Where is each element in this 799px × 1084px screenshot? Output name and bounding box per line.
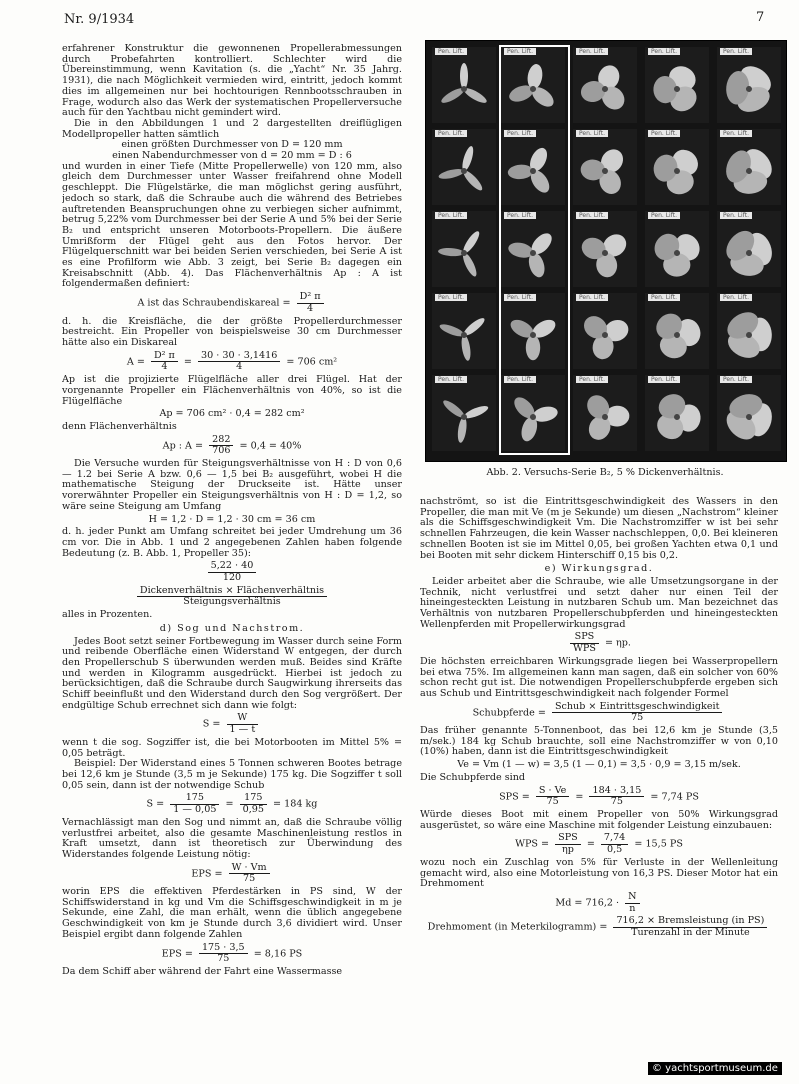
propeller-icon bbox=[645, 47, 709, 123]
propeller-icon bbox=[573, 375, 637, 451]
photo-label: Pen. Lift. bbox=[504, 294, 536, 301]
paragraph: Die in den Abbildungen 1 und 2 dargestellten dreiflügligen Modellpropeller hatten sämtlich bbox=[62, 117, 402, 140]
photo-label: Pen. Lift. bbox=[720, 212, 752, 219]
propeller-photo bbox=[573, 375, 637, 451]
formula-eps-example: EPS = $\frac{175 \cdot 3,5}{75}$ = 8,16 PS bbox=[161, 941, 303, 965]
propeller-blade bbox=[456, 416, 468, 443]
photo-label: Pen. Lift. bbox=[576, 130, 608, 137]
formula-blade-area: Ap = 706 cm² · 0,4 = 282 cm² bbox=[159, 408, 305, 420]
photo-label: Pen. Lift. bbox=[720, 376, 752, 383]
propeller-blade bbox=[460, 145, 475, 172]
propeller-photo bbox=[573, 129, 637, 205]
propeller-photo bbox=[717, 47, 781, 123]
photo-label: Pen. Lift. bbox=[576, 212, 608, 219]
propeller-icon bbox=[432, 293, 496, 369]
paragraph: Die Schubpferde sind bbox=[420, 771, 526, 783]
propeller-photo-grid bbox=[425, 40, 787, 462]
propeller-photo bbox=[573, 47, 637, 123]
paragraph: wozu noch ein Zuschlag von 5% für Verluste in der Wellenleitung gemacht wird, also eine Motorleistung von 16,3 PS. Dieser Motor hat ein Drehmoment bbox=[420, 856, 778, 890]
propeller-icon bbox=[717, 129, 781, 205]
propeller-icon bbox=[501, 129, 565, 205]
photo-label: Pen. Lift. bbox=[576, 294, 608, 301]
paragraph: und wurden in einer Tiefe (Mitte Propellerwelle) von 120 mm, also gleich dem Durchmesser unter Wasser freifahrend ohne Modell geschleppt. Die Flügelstärke, die man möglichst gering ausführt, jedoch so stark, daß die Schraube auch die während des Betriebes auftretenden Beanspruchungen ohne zu verbiegen sicher aufnimmt, betrug 5,22% vom Durchmesser bei der Serie A und 5% bei der Serie B₂ und entspricht unseren Motorboots-Propellern. Die äußere Umrißform der Flügel geht aus den Fotos hervor. Der Flügelquerschnitt war bei beiden Serien verschieden, bei Serie A ist es eine Profilform wie Abb. 3 zeigt, bei Serie B₂ dagegen ein Kreisabschnitt (Abb. 4). Das Flächenverhältnis Ap : A ist folgendermaßen definiert: bbox=[62, 160, 402, 290]
paragraph: erfahrener Konstruktur die gewonnenen Propellerabmessungen durch Probefahrten kontrolliert. Schlechter wird die Übereinstimmung, wenn Kavitation (s. die „Yacht“ Nr. 35 Jahrg. 1931), die nach Möglichkeit vermieden wird, eintritt, jedoch kommt dies im allgemeinen nur bei hochtourigen Rennbootsschrauben in Frage, wodurch also das Werk der systematischen Propellerversuche auch für den Yachtbau nicht gemindert wird. bbox=[62, 44, 402, 119]
propeller-icon bbox=[432, 129, 496, 205]
photo-label: Pen. Lift. bbox=[504, 130, 536, 137]
propeller-photo bbox=[432, 293, 496, 369]
formula-torque: Md = 716,2 · $\frac{N}{n}$ bbox=[420, 892, 778, 914]
propeller-photo bbox=[645, 47, 709, 123]
formula-torque-definition: Drehmoment (in Meterkilogramm) = $\frac{\text{716,2 × Bremsleistung (in PS)}}{\text{Turenzahl in der Minute}}$ bbox=[420, 916, 778, 938]
propeller-icon bbox=[432, 211, 496, 287]
photo-label: Pen. Lift. bbox=[504, 212, 536, 219]
propeller-photo bbox=[717, 129, 781, 205]
propeller-icon bbox=[432, 47, 496, 123]
paragraph: Beispiel: Der Widerstand eines 5 Tonnen schweren Bootes betrage bei 12,6 km je Stunde (3,5 m je Sekunde) 175 kg. Die Sogziffer t soll 0,05 sein, dann ist der notwendige Schub bbox=[62, 758, 402, 791]
propeller-blade bbox=[438, 167, 465, 181]
formula-efficiency: $\frac{\text{SPS}}{\text{WPS}}$ = ηp. bbox=[420, 632, 778, 654]
photo-label: Pen. Lift. bbox=[648, 212, 680, 219]
propeller-photo bbox=[573, 211, 637, 287]
propeller-icon bbox=[501, 211, 565, 287]
formula-eps: EPS = $\frac{W \cdot Vm}{75}$ bbox=[62, 863, 402, 885]
right-column bbox=[420, 497, 778, 1057]
paragraph: wenn t die sog. Sogziffer ist, die bei Motorbooten im Mittel 5% = 0,05 beträgt. bbox=[62, 736, 402, 759]
formula-example-35: $\frac{5,22 \cdot 40}{120}$ bbox=[62, 561, 402, 583]
propeller-photo bbox=[432, 129, 496, 205]
paragraph: Die Versuche wurden für Steigungsverhältnisse von H : D von 0,6 — 1.2 bei Serie A bzw. 0,6 — 1,5 bei B₂ ausgeführt, wobei H die mathematische Steigung der Druckseite ist. Hätte unser vorerwähnter Propeller ein Steigungsverhältnis von H : D = 1,2, so wäre seine Steigung am Umfang bbox=[62, 458, 402, 512]
photo-label: Pen. Lift. bbox=[648, 294, 680, 301]
propeller-icon bbox=[501, 293, 565, 369]
propeller-blade bbox=[460, 63, 468, 89]
formula-pitch: H = 1,2 · D = 1,2 · 30 cm = 36 cm bbox=[148, 513, 316, 525]
propeller-icon bbox=[645, 293, 709, 369]
propeller-photo bbox=[501, 211, 565, 287]
propeller-photo bbox=[501, 293, 565, 369]
photo-label: Pen. Lift. bbox=[504, 376, 536, 383]
issue-number: Nr. 9/1934 bbox=[64, 12, 135, 27]
propeller-icon bbox=[717, 375, 781, 451]
paragraph: Jedes Boot setzt seiner Fortbewegung im Wasser durch seine Form und reibende Oberfläche einen Widerstand W entgegen, der durch den Propellerschub S überwunden werden muß. Beides sind Kräfte und werden in Kilogramm ausgedrückt. Hierbei ist jedoch zu berücksichtigen, daß die Schraube durch Saugwirkung ihrerseits das Schiff beeinflußt und den Widerstand durch den Sog vergrößert. Der endgültige Schub errechnet sich dann wie folgt: bbox=[62, 635, 402, 711]
propeller-icon bbox=[645, 129, 709, 205]
propeller-photo bbox=[717, 375, 781, 451]
formula-disk-area: A ist das Schraubendiskareal = $\frac{\text{D² π}}{4}$ bbox=[62, 292, 402, 314]
photo-label: Pen. Lift. bbox=[435, 376, 467, 383]
propeller-icon bbox=[573, 211, 637, 287]
propeller-photo bbox=[432, 47, 496, 123]
propeller-icon bbox=[717, 47, 781, 123]
propeller-photo bbox=[645, 293, 709, 369]
formula-thrust-example: S = $\frac{175}{1 — 0,05}$ = $\frac{175}{0,95}$ = 184 kg bbox=[146, 792, 318, 816]
propeller-photo bbox=[717, 293, 781, 369]
propeller-photo bbox=[501, 129, 565, 205]
paragraph: d. h. jeder Punkt am Umfang schreitet bei jeder Umdrehung um 36 cm vor. Die in Abb. 1 und 2 angegebenen Zahlen haben folgende Bedeutung (z. B. Abb. 1, Propeller 35): bbox=[62, 526, 402, 559]
spec-line-diameter: einen größten Durchmesser von D = 120 mm bbox=[121, 139, 343, 151]
formula-definition: $\frac{\text{Dickenverhältnis × Flächenverhältnis}}{\text{Steigungsverhältnis}}$ bbox=[62, 586, 402, 608]
paragraph: Da dem Schiff aber während der Fahrt eine Wassermasse bbox=[62, 965, 343, 977]
spec-line-hub: einen Nabendurchmesser von d = 20 mm = D : 6 bbox=[112, 150, 352, 162]
left-column bbox=[62, 44, 402, 1054]
propeller-photo bbox=[645, 375, 709, 451]
propeller-blade bbox=[460, 334, 472, 361]
paragraph: Die höchsten erreichbaren Wirkungsgrade liegen bei Wasserpropellern bei etwa 75%. Im allgemeinen kann man sagen, daß ein solcher von 60% schon recht gut ist. Die notwendigen Propellerschubpferde ergeben sich aus Schub und Eintrittsgeschwindigkeit nach folgender Formel bbox=[420, 655, 778, 699]
photo-label: Pen. Lift. bbox=[504, 48, 536, 55]
photo-label: Pen. Lift. bbox=[435, 130, 467, 137]
paragraph: Das früher genannte 5-Tonnenboot, das bei 12,6 km je Stunde (3,5 m/sek.) 184 kg Schub brauchte, soll eine Nachstromziffer w von 0,10 (10%) haben, dann ist die Eintrittsgeschwindigkeit bbox=[420, 725, 778, 758]
photo-label: Pen. Lift. bbox=[435, 294, 467, 301]
page-number: 7 bbox=[756, 10, 765, 25]
propeller-icon bbox=[573, 129, 637, 205]
propeller-icon bbox=[717, 211, 781, 287]
propeller-photo bbox=[501, 375, 565, 451]
photo-label: Pen. Lift. bbox=[720, 48, 752, 55]
paragraph: Ap ist die projizierte Flügelfläche aller drei Flügel. Hat der vorgenannte Propeller ein Flächenverhältnis von 40%, so ist die Flügelfläche bbox=[62, 374, 402, 407]
propeller-photo bbox=[432, 375, 496, 451]
propeller-icon bbox=[717, 293, 781, 369]
formula-wps: WPS = $\frac{\text{SPS}}{\eta p}$ = $\frac{7,74}{0,5}$ = 15,5 PS bbox=[515, 832, 683, 856]
formula-sps: SPS = $\frac{S \cdot Ve}{75}$ = $\frac{184 \cdot 3,15}{75}$ = 7,74 PS bbox=[499, 784, 699, 808]
formula-thrust-hp: Schubpferde = $\frac{\text{Schub × Eintrittsgeschwindigkeit}}{75}$ bbox=[420, 702, 778, 724]
watermark: © yachtsportmuseum.de bbox=[648, 1062, 782, 1075]
propeller-hub bbox=[461, 86, 467, 92]
paragraph: Leider arbeitet aber die Schraube, wie alle Umsetzungsorgane in der Technik, nicht verlustfrei und setzt daher nur einen Teil der hineingesteckten Leistung in nutzbaren Schub um. Man bezeichnet das Verhältnis von nutzbaren Propellerschubpferden und hineingesteckten Wellenpferden mit Propellerwirkungsgrad bbox=[420, 575, 778, 630]
photo-label: Pen. Lift. bbox=[576, 376, 608, 383]
formula-thrust: S = $\frac{W}{1 — t}$ bbox=[62, 713, 402, 735]
propeller-blade bbox=[526, 335, 540, 360]
propeller-blade bbox=[507, 164, 533, 180]
formula-disk-area-example: A = $\frac{\text{D² π}}{4}$ = $\frac{30 \cdot 30 \cdot 3,1416}{4}$ = 706 cm² bbox=[126, 349, 338, 373]
paragraph: nachströmt, so ist die Eintrittsgeschwindigkeit des Wassers in den Propeller, die man mit Ve (m je Sekunde) um diesen „Nachstrom“ kleiner als die Schiffsgeschwindigkeit Vm. Die Nachstromziffer w ist bei sehr schnellen Fahrzeugen, die kein Wasser nachschleppen, 0,0. Bei kleineren schnellen Booten ist sie im Mittel 0,05, bei großen Yachten etwa 0,1 und bei Booten mit sehr dickem Hinterschiff 0,15 bis 0,2. bbox=[420, 497, 778, 561]
paragraph: denn Flächenverhältnis bbox=[62, 420, 177, 432]
formula-inflow-speed: Ve = Vm (1 — w) = 3,5 (1 — 0,1) = 3,5 · 0,9 = 3,15 m/sek. bbox=[457, 759, 741, 771]
paragraph: worin EPS die effektiven Pferdestärken in PS sind, W der Schiffswiderstand in kg und Vm die Schiffsgeschwindigkeit in m je Sekunde, eine Zahl, die man erhält, wenn die üblich angegebene Geschwindigkeit von km je Stunde durch 3,6 dividiert wird. Unser Beispiel ergibt dann folgende Zahlen bbox=[62, 886, 402, 940]
photo-label: Pen. Lift. bbox=[648, 130, 680, 137]
propeller-photo bbox=[432, 211, 496, 287]
photo-label: Pen. Lift. bbox=[435, 212, 467, 219]
photo-label: Pen. Lift. bbox=[648, 48, 680, 55]
formula-area-ratio: Ap : A = $\frac{282}{706}$ = 0,4 = 40% bbox=[162, 433, 302, 457]
photo-label: Pen. Lift. bbox=[720, 294, 752, 301]
section-heading: d) Sog und Nachstrom. bbox=[159, 622, 305, 634]
photo-label: Pen. Lift. bbox=[576, 48, 608, 55]
photo-label: Pen. Lift. bbox=[720, 130, 752, 137]
figure-caption: Abb. 2. Versuchs-Serie B₂, 5 % Dickenverhältnis. bbox=[486, 467, 724, 478]
propeller-icon bbox=[573, 47, 637, 123]
paragraph: d. h. die Kreisfläche, die der größte Propellerdurchmesser bestreicht. Ein Propeller von beispielsweise 30 cm Durchmesser hätte also ein Diskareal bbox=[62, 315, 402, 348]
propeller-icon bbox=[645, 375, 709, 451]
propeller-blade bbox=[438, 247, 464, 257]
photo-label: Pen. Lift. bbox=[648, 376, 680, 383]
propeller-icon bbox=[501, 375, 565, 451]
propeller-photo bbox=[645, 211, 709, 287]
section-heading: e) Wirkungsgrad. bbox=[544, 563, 654, 575]
paragraph: alles in Prozenten. bbox=[62, 609, 153, 621]
propeller-photo bbox=[717, 211, 781, 287]
propeller-icon bbox=[432, 375, 496, 451]
photo-label: Pen. Lift. bbox=[435, 48, 467, 55]
propeller-icon bbox=[501, 47, 565, 123]
paragraph: Würde dieses Boot mit einem Propeller von 50% Wirkungsgrad ausgerüstet, so wäre eine Maschine mit folgender Leistung einzubauen: bbox=[420, 808, 778, 831]
paragraph: Vernachlässigt man den Sog und nimmt an, daß die Schraube völlig verlustfrei arbeitet, also die gesamte Maschinenleistung restlos in Kraft umsetzt, dann ist theoretisch zur Überwindung des Widerstandes folgende Leistung nötig: bbox=[62, 816, 402, 860]
propeller-photo bbox=[645, 129, 709, 205]
propeller-icon bbox=[573, 293, 637, 369]
propeller-photo bbox=[573, 293, 637, 369]
propeller-icon bbox=[645, 211, 709, 287]
propeller-photo bbox=[501, 47, 565, 123]
